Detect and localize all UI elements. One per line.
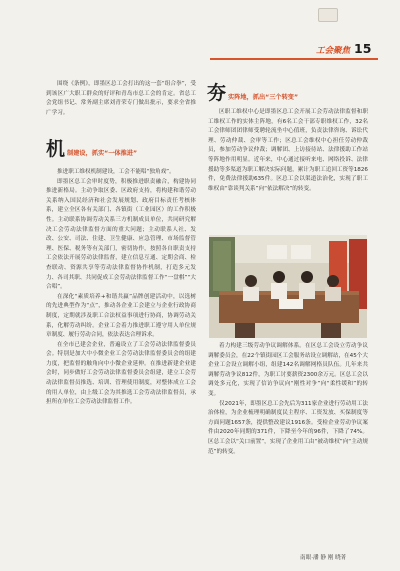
- section-title: 实阵地，抓出“三个转变”: [228, 94, 299, 101]
- meeting-photo-image: [209, 235, 367, 338]
- intro-paragraph: 围绕《条例》，即墨区总工会打出的这一套“组合拳”，受到该区广大职工群众的好评和青岛市总工会的肯定。省总工会党组书记、常务副主席刘青荣专门做出批示，要求全省推广学习。: [46, 81, 196, 116]
- body-paragraph: 推进职工维权机制建设，工会不能唱“独角戏”。: [57, 169, 175, 175]
- body-paragraph: 在全市已建会企业，普遍设立了工会劳动法律监督委员会。特别是加大中小微企业工会劳动法律监督委员会的组建力度，把监督的触角向中小微企业延伸。在推进新建企业建会时，同步做好工会劳动法律监督委员会组建，建立工会劳动法律监督员推选、培训、管理使用制度，对整体成立工会的用人单位，由上级工会为其推选工会劳动法律监督员，承担所在单位工会劳动法律监督工作。: [46, 341, 196, 406]
- right-column-top-body: [208, 108, 368, 194]
- header-rule: [210, 58, 378, 60]
- section-lead-char: 夯: [207, 82, 227, 104]
- left-column-body: [46, 168, 196, 408]
- body-paragraph: 即墨区总工会审时度势，积极推进职责融合，构建协同推进新格局。主动争取区委、区政府支持，将构建和谐劳动关系纳入国民经济和社会发展规划、政府目标责任考核体系，建立全区各有关部门、各镇街（工业园区）的工作积极性。主动联系协调劳动关系三方机制成员单位，共同研究解决工会劳动法律监督方面的重大问题；主动联系人社、发改、公安、司法、住建、卫生健康、应急管理、市场监督管理、医保、税务等有关部门，密切协作，按照各自职责支持工会依法开展劳动法律监督，建立信息互通、定期会商、检查联动、资源共享等劳动法律监督协作机制，打造多元发力、各司其职、共同促成工会劳动法律监督工作“一盘棋”“大合唱”。: [46, 178, 196, 291]
- left-column: [46, 80, 196, 118]
- body-paragraph: 区职工维权中心是即墨区总工会开展工会劳动法律监督和职工维权工作的实体主阵地，有6名工会干部专职维权工作，32名工会律师团团律师受聘轮流坐中心值班，负责法律咨询、诉讼代理、劳动仲裁、会审等工作；区总工会维权中心担任劳动仲裁员，参加劳动争议仲裁；调解团、上访接待站、法律援助工作站等阵地作用明显。近年来，中心通过接听来电、网络投诉、法律援助等多渠道为职工解决实际问题，累计为职工追回工资等1826件，免费法律援助635件。区总工会以渠道法治化，实现了职工维权由“靠谈判关系”向“依法解决”的转变。: [208, 109, 368, 192]
- author-credit: 南眼·潘 静 刚 晓菁: [300, 555, 347, 561]
- right-column-bottom-body: [208, 342, 368, 457]
- page-number: 15: [354, 41, 372, 56]
- section-name: 工会聚焦: [316, 46, 351, 56]
- section-title: 制建设，抓实“一体推进”: [67, 150, 138, 157]
- body-paragraph: 着力构建三级劳动争议调解体系。在区总工会设立劳动争议调解委员会，在22个镇街园区工会服务站设立调解站，在45个大企业工会设立调解小组，组建142名调解网格员队伍。几年来共调解劳动争议812件，为职工讨要薪资2300余万元。区总工会以调处多元化，实现了信访争议向“刚性对争”向“柔性缓和”的转变。: [208, 343, 368, 397]
- body-paragraph: 在深化“素质培养+和谐共赢”品牌创建活动中，以选树的先进典型作为“点”，推动各企业工会建立与企业行政协商制度，定期就涉及职工合法权益事项进行协商，协调劳动关系，化解劳动纠纷。企业工会着力推进职工遵守用人单位规章制度、履行劳动合同，依法表达合理诉求。: [46, 293, 196, 339]
- section-lead-char: 机: [46, 138, 66, 160]
- page-header: [0, 0, 400, 66]
- meeting-photo: [209, 235, 367, 338]
- section-heading-position: [207, 84, 298, 103]
- header-logo-icon: [318, 8, 338, 22]
- section-heading-mechanism: [46, 140, 137, 159]
- body-paragraph: 仅2021年，即墨区总工会先后为311家企业进行劳动用工法治体检，为企业梳理明确制度民主程序、工资发放、买保制度等方面问题1657条，提供整改建议1916条。受检企业劳动争议案件由2020年同期的371件，下降至今年的96件，下降了74%。区总工会以“关口前置”，实现了企业用工由“被动维权”向“主动规范”的转变。: [208, 400, 368, 455]
